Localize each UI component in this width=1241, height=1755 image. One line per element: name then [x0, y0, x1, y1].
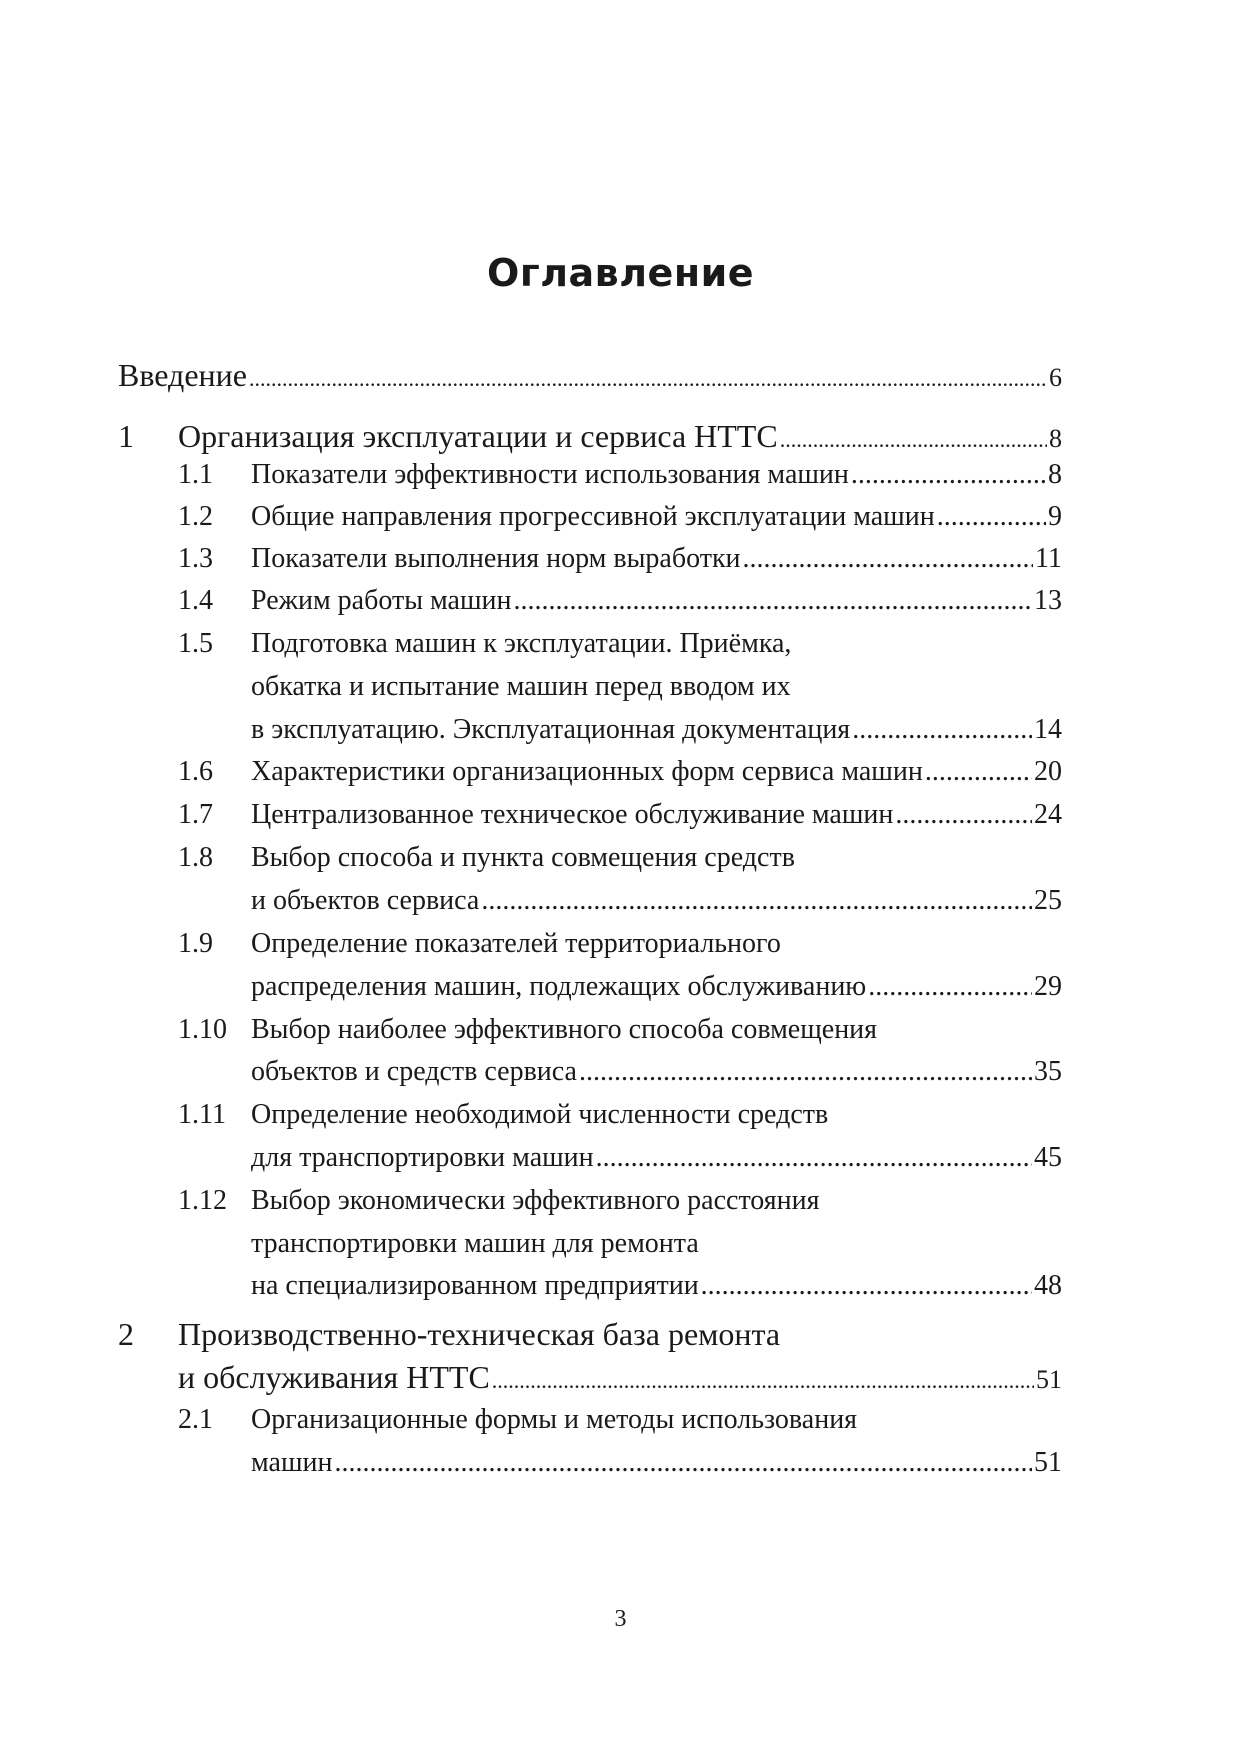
toc-entry-line[interactable]	[178, 1095, 829, 1135]
toc-entry-page: 25	[1034, 885, 1062, 916]
toc-entry-line[interactable]	[178, 838, 795, 878]
dot-leader	[596, 1138, 1032, 1178]
dot-leader	[851, 455, 1046, 495]
toc-entry-number: 1.9	[178, 928, 213, 959]
toc-entry-line[interactable]	[251, 967, 1062, 1007]
toc-entry-number: 1.8	[178, 842, 213, 873]
toc-entry-title: транспортировки машин для ремонта	[251, 1228, 699, 1259]
dot-leader	[481, 881, 1032, 921]
toc-entry-page: 24	[1034, 799, 1062, 830]
toc-entry-line[interactable]	[178, 1181, 820, 1221]
toc-entry-number: 1.3	[178, 543, 213, 574]
toc-entry-title: машин	[251, 1447, 333, 1478]
toc-entry-number: 1.4	[178, 585, 213, 616]
toc-entry-title: Режим работы машин	[251, 585, 512, 616]
toc-entry-page: 35	[1034, 1056, 1062, 1087]
toc-entry-title: объектов и средств сервиса	[251, 1056, 577, 1087]
toc-entry-number: 1.10	[178, 1014, 227, 1045]
toc-entry-number: 1.6	[178, 756, 213, 787]
toc-entry-page: 8	[1048, 459, 1062, 490]
toc-entry-number: 2.1	[178, 1404, 213, 1435]
dot-leader	[868, 967, 1032, 1007]
dot-leader	[743, 539, 1033, 579]
toc-entry-title: Производственно-техническая база ремонта	[178, 1316, 781, 1352]
toc-entry-title: Характеристики организационных форм сервиса машин	[251, 756, 923, 787]
toc-entry-page: 6	[1049, 363, 1062, 392]
toc-entry-page: 51	[1034, 1447, 1062, 1478]
toc-entry-line[interactable]	[178, 1010, 878, 1050]
toc-entry-title: Показатели эффективности использования машин	[251, 459, 849, 490]
toc-entry-line[interactable]	[178, 497, 1062, 537]
toc-entry-line[interactable]	[178, 752, 1062, 792]
toc-entry-page: 51	[1036, 1365, 1062, 1394]
toc-entry-page: 8	[1049, 424, 1062, 453]
toc-entry-line[interactable]	[178, 1354, 1062, 1404]
toc-entry-line[interactable]	[178, 795, 1062, 835]
toc-entry-line[interactable]	[118, 352, 1062, 402]
toc-entry-page: 13	[1034, 585, 1062, 616]
toc-entry-number: 1.2	[178, 501, 213, 532]
toc-entry-line[interactable]	[178, 455, 1062, 495]
toc-entry-line[interactable]	[251, 1138, 1062, 1178]
dot-leader	[895, 795, 1032, 835]
page-title: Оглавление	[487, 251, 754, 295]
toc-entry-number: 2	[118, 1316, 134, 1352]
toc-entry-line[interactable]	[118, 1311, 781, 1357]
toc-entry-title: Выбор наиболее эффективного способа совмещения	[251, 1014, 878, 1045]
toc-entry-title: Показатели выполнения норм выработки	[251, 543, 741, 574]
page-number: 3	[614, 1606, 627, 1632]
toc-entry-line[interactable]	[251, 1052, 1062, 1092]
toc-entry-line[interactable]	[251, 710, 1062, 750]
toc-entry-title: в эксплуатацию. Эксплуатационная документация	[251, 714, 851, 745]
toc-entry-title: распределения машин, подлежащих обслуживанию	[251, 971, 867, 1002]
toc-entry-page: 20	[1034, 756, 1062, 787]
toc-entry-title: Введение	[118, 357, 247, 393]
toc-entry-title: Определение необходимой численности средств	[251, 1099, 829, 1130]
toc-entry-line[interactable]	[178, 539, 1062, 579]
toc-entry-number: 1	[118, 418, 134, 454]
toc-entry-title: Организация эксплуатации и сервиса НТТС	[178, 418, 778, 454]
toc-entry-title: Подготовка машин к эксплуатации. Приёмка,	[251, 628, 792, 659]
dot-leader	[579, 1052, 1032, 1092]
toc-entry-title: Централизованное техническое обслуживание машин	[251, 799, 894, 830]
toc-entry-line[interactable]	[178, 924, 781, 964]
toc-entry-title: Общие направления прогрессивной эксплуатации машин	[251, 501, 935, 532]
toc-entry-title: и обслуживания НТТС	[178, 1359, 490, 1395]
toc-entry-title: для транспортировки машин	[251, 1142, 594, 1173]
toc-entry-page: 14	[1034, 714, 1062, 745]
dot-leader	[925, 752, 1032, 792]
toc-entry-line[interactable]	[251, 1224, 699, 1264]
dot-leader	[852, 710, 1032, 750]
toc-entry-line[interactable]	[178, 624, 792, 664]
dot-leader	[492, 1358, 1034, 1404]
toc-entry-number: 1.1	[178, 459, 213, 490]
toc-entry-line[interactable]	[251, 1266, 1062, 1306]
toc-entry-line[interactable]	[178, 1400, 858, 1440]
dot-leader	[514, 581, 1032, 621]
toc-entry-page: 11	[1035, 543, 1062, 574]
toc-entry-page: 48	[1034, 1270, 1062, 1301]
toc-entry-number: 1.5	[178, 628, 213, 659]
toc-entry-page: 9	[1048, 501, 1062, 532]
toc-entry-page: 29	[1034, 971, 1062, 1002]
toc-entry-title: Организационные формы и методы использования	[251, 1404, 858, 1435]
toc-entry-number: 1.12	[178, 1185, 227, 1216]
toc-entry-title: и объектов сервиса	[251, 885, 480, 916]
toc-entry-title: обкатка и испытание машин перед вводом их	[251, 671, 791, 702]
toc-entry-line[interactable]	[251, 667, 791, 707]
toc-entry-page: 45	[1034, 1142, 1062, 1173]
toc-entry-title: Определение показателей территориального	[251, 928, 781, 959]
toc-entry-line[interactable]	[251, 881, 1062, 921]
toc-entry-line[interactable]	[178, 581, 1062, 621]
dot-leader	[937, 497, 1046, 537]
dot-leader	[249, 356, 1047, 402]
dot-leader	[701, 1266, 1032, 1306]
toc-entry-number: 1.11	[178, 1099, 226, 1130]
toc-entry-title: Выбор способа и пункта совмещения средств	[251, 842, 795, 873]
dot-leader	[334, 1443, 1032, 1483]
toc-entry-title: на специализированном предприятии	[251, 1270, 699, 1301]
toc-entry-line[interactable]	[251, 1443, 1062, 1483]
toc-entry-title: Выбор экономически эффективного расстояния	[251, 1185, 820, 1216]
toc-entry-number: 1.7	[178, 799, 213, 830]
